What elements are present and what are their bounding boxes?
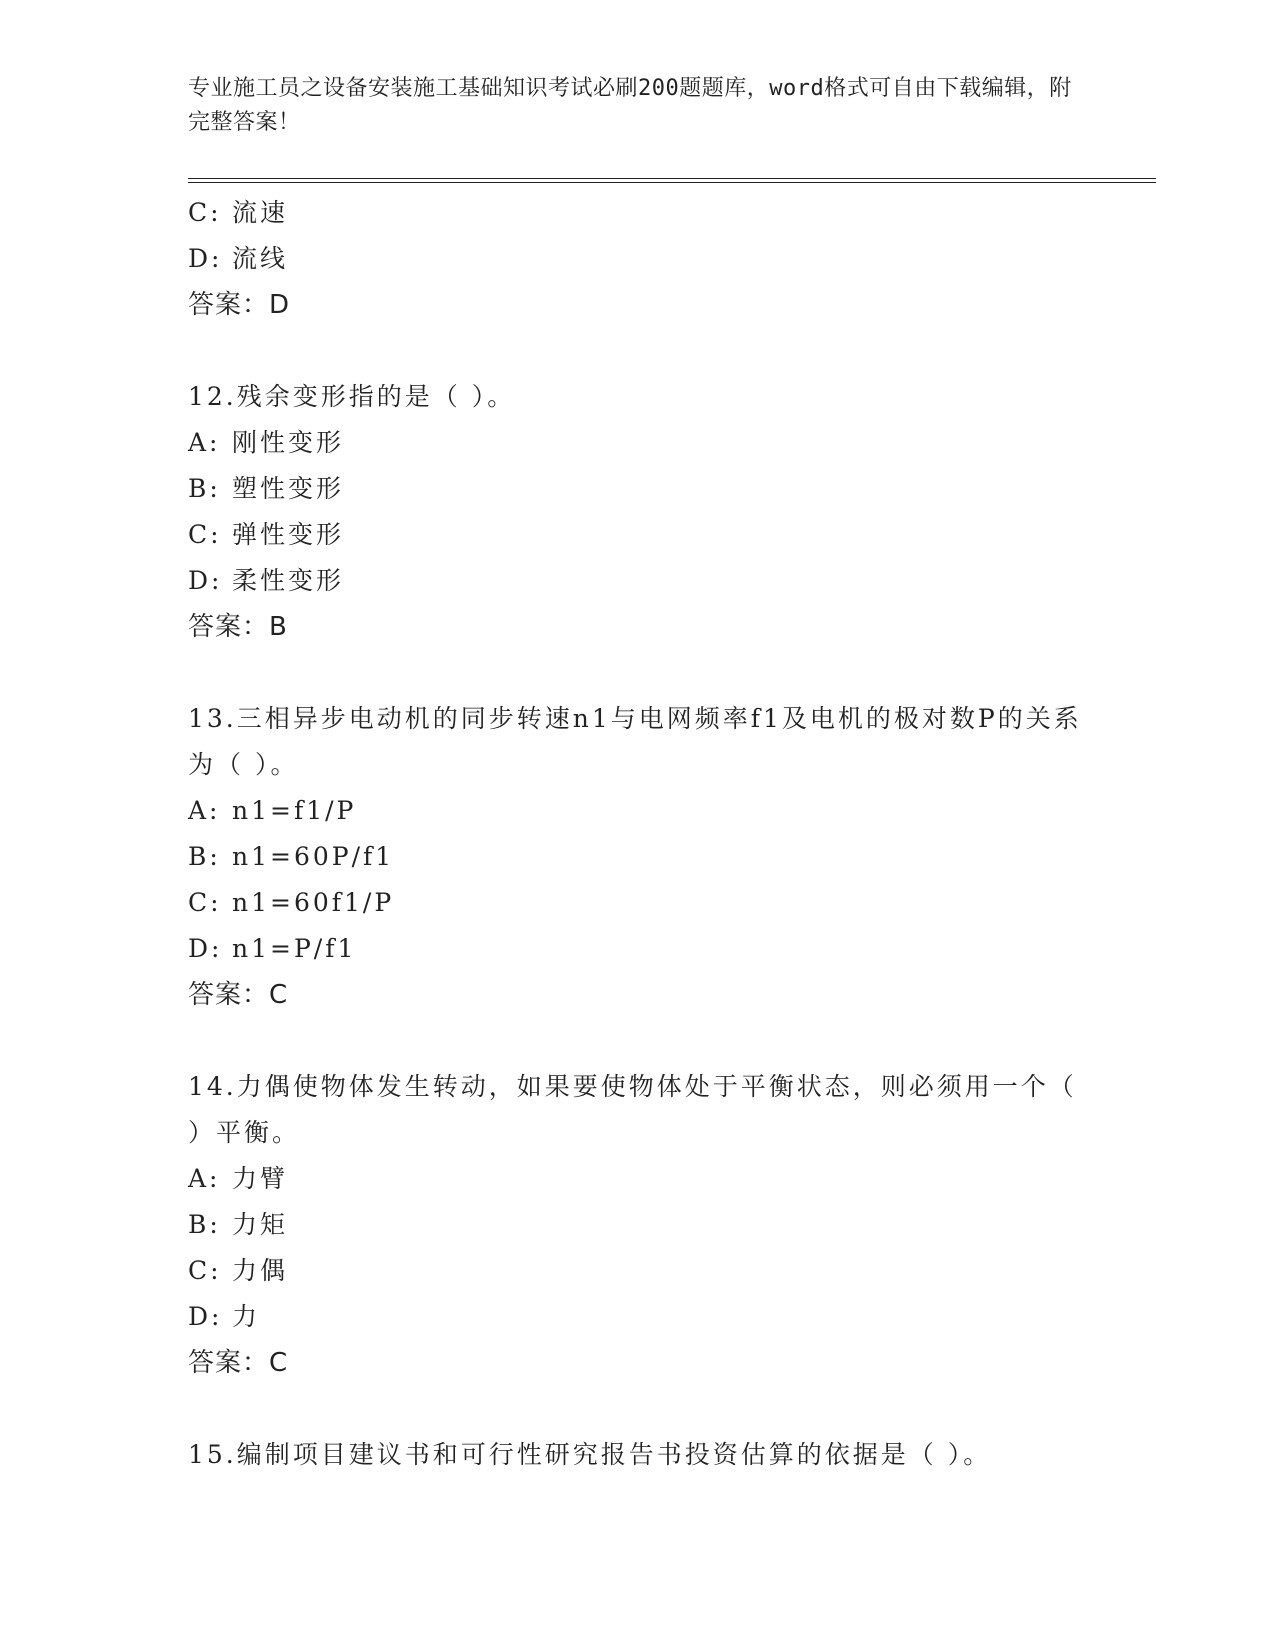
option-text: 力矩 bbox=[232, 1210, 289, 1239]
option-text: 力偶 bbox=[232, 1256, 289, 1285]
option-row bbox=[188, 1156, 1088, 1202]
option-text: 流线 bbox=[232, 244, 289, 273]
option-label: C: bbox=[188, 520, 222, 549]
spacer bbox=[188, 650, 1088, 696]
option-label: C: bbox=[188, 1256, 222, 1285]
option-row bbox=[188, 558, 1088, 604]
option-row bbox=[188, 1248, 1088, 1294]
option-label: B: bbox=[188, 474, 221, 503]
answer-line: 答案：C bbox=[188, 1348, 289, 1378]
question-stem: 14.力偶使物体发生转动，如果要使物体处于平衡状态，则必须用一个（ ）平衡。 bbox=[188, 1072, 1077, 1147]
option-text: 刚性变形 bbox=[232, 428, 345, 457]
spacer bbox=[188, 1386, 1088, 1432]
spacer bbox=[188, 328, 1088, 374]
option-label: D: bbox=[188, 934, 223, 963]
option-row bbox=[188, 420, 1088, 466]
option-label: A: bbox=[188, 796, 221, 825]
answer-line: 答案：D bbox=[188, 290, 291, 320]
question-stem: 15.编制项目建议书和可行性研究报告书投资估算的依据是（ ）。 bbox=[188, 1440, 992, 1469]
option-row bbox=[188, 834, 1088, 880]
option-row bbox=[188, 926, 1088, 972]
option-row bbox=[188, 880, 1088, 926]
document-header-title: 专业施工员之设备安装施工基础知识考试必刷200题题库，word格式可自由下载编辑，附完整答案！ bbox=[188, 76, 1072, 135]
option-row bbox=[188, 512, 1088, 558]
option-row bbox=[188, 190, 1088, 236]
option-text: n1=P/f1 bbox=[232, 934, 357, 963]
question-stem: 12.残余变形指的是（ ）。 bbox=[188, 382, 516, 411]
option-row bbox=[188, 1294, 1088, 1340]
answer-line: 答案：C bbox=[188, 980, 289, 1010]
option-text: 柔性变形 bbox=[232, 566, 345, 595]
option-label: D: bbox=[188, 566, 223, 595]
option-label: D: bbox=[188, 244, 223, 273]
option-row bbox=[188, 788, 1088, 834]
option-label: A: bbox=[188, 428, 221, 457]
option-text: 塑性变形 bbox=[232, 474, 345, 503]
option-label: B: bbox=[188, 842, 221, 871]
spacer bbox=[188, 1018, 1088, 1064]
option-row bbox=[188, 466, 1088, 512]
option-text: 弹性变形 bbox=[232, 520, 345, 549]
option-label: C: bbox=[188, 198, 222, 227]
header-divider-bottom bbox=[188, 182, 1156, 183]
option-text: 力 bbox=[232, 1302, 261, 1331]
option-row bbox=[188, 236, 1088, 282]
question-stem: 13.三相异步电动机的同步转速n1与电网频率f1及电机的极对数P的关系为（ ）。 bbox=[188, 704, 1082, 779]
header-divider-top bbox=[188, 178, 1156, 179]
option-text: n1=60f1/P bbox=[232, 888, 395, 917]
option-label: A: bbox=[188, 1164, 221, 1193]
option-text: 力臂 bbox=[232, 1164, 289, 1193]
option-label: C: bbox=[188, 888, 222, 917]
question-list bbox=[188, 190, 1088, 1478]
option-label: D: bbox=[188, 1302, 223, 1331]
option-text: n1=60P/f1 bbox=[232, 842, 395, 871]
option-label: B: bbox=[188, 1210, 221, 1239]
option-text: n1=f1/P bbox=[232, 796, 357, 825]
option-text: 流速 bbox=[232, 198, 289, 227]
answer-line: 答案：B bbox=[188, 612, 288, 642]
option-row bbox=[188, 1202, 1088, 1248]
